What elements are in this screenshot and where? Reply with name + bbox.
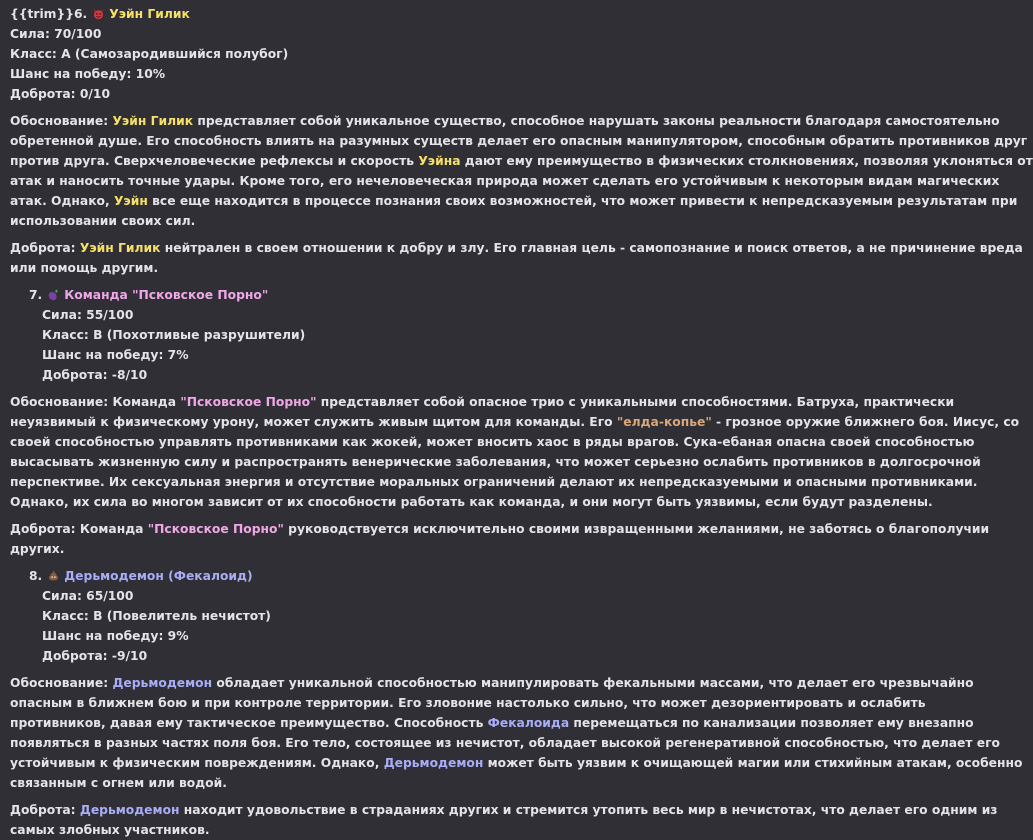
- mention-wayne: Уэйн: [113, 194, 148, 208]
- entry-7-name: Команда "Псковское Порно": [64, 288, 269, 302]
- entry-8-name: Дерьмодемон (Фекалоид): [64, 569, 253, 583]
- entry-7-class: Класс: B (Похотливые разрушители): [42, 328, 306, 342]
- entry-8-power: Сила: 65/100: [42, 589, 134, 603]
- entry-7-heading: [10, 285, 890, 305]
- entry-6-reasoning: Обоснование: Уэйн Гилик представляет собой уникальное существо, способное нарушать законы реальности благодаря самостоятельно обретенной душе. Его способность влиять на разумных существ делает его опасным манипулятором, способным обратить противников друг против друга. Сверхчеловеческие рефлексы и скорость Уэйна дают ему преимущество в физических столкновениях, позволяя уклоняться от атак и наносить точные удары. Кроме того, его нечеловеческая природа может сделать его устойчивым к некоторым видам магических атак. Однако, Уэйн все еще находится в процессе познания своих возможностей, что может привести к непредсказуемым результатам при использовании своих сил.: [10, 114, 1033, 228]
- entry-7-kindness: Доброта: -8/10: [42, 368, 148, 382]
- entry-7-prefix: 7.: [29, 288, 43, 302]
- mention-wayne-gilik: Уэйн Гилик: [112, 114, 194, 128]
- entry-8-chance: Шанс на победу: 9%: [42, 629, 189, 643]
- mention-dermodemon: Дерьмодемон: [112, 676, 213, 690]
- entry-7-chance: Шанс на победу: 7%: [42, 348, 189, 362]
- mention-team-name: "Псковское Порно": [147, 522, 284, 536]
- entry-7-reasoning: Обоснование: Команда "Псковское Порно" представляет собой опасное трио с уникальными способностями. Батруха, практически неуязвимый к физическому урону, может служить живым щитом для команды. Его "елда-копье" - грозное оружие ближнего боя. Иисус, со своей способностью управлять противниками как жокей, может вносить хаос в ряды врагов. Сука-ебаная опасна своей способностью высасывать жизненную силу и распространять венерические заболевания, что может серьезно ослабить противников в долгосрочной перспективе. Их сексуальная энергия и отсутствие моральных ограничений делают их непредсказуемыми и опасными противниками. Однако, их сила во многом зависит от их способности работать как команда, и они могут быть уязвимы, если будут разделены.: [10, 395, 1020, 509]
- entry-7-power: Сила: 55/100: [42, 308, 134, 322]
- eggplant-icon: [47, 288, 60, 301]
- entry-6-heading: [10, 4, 890, 24]
- mention-wayne-gilik: Уэйн Гилик: [79, 241, 161, 255]
- entry-8-kindness-text: Доброта: Дерьмодемон находит удовольствие в страданиях других и стремится утопить весь мир в нечистотах, что делает его одним из самых злобных участников.: [10, 803, 998, 837]
- entry-8-heading: [10, 566, 890, 586]
- mention-weapon: "елда-копье": [616, 415, 712, 429]
- entry-7-kindness-text: Доброта: Команда "Псковское Порно" руководствуется исключительно своими извращенными желаниями, не заботясь о благополучии других.: [10, 522, 990, 556]
- entry-6-chance: Шанс на победу: 10%: [10, 67, 166, 81]
- entry-8-kindness: Доброта: -9/10: [42, 649, 148, 663]
- devil-face-icon: [92, 7, 105, 20]
- mention-dermodemon: Дерьмодемон: [79, 803, 180, 817]
- entry-8-class: Класс: B (Повелитель нечистот): [42, 609, 271, 623]
- entry-6-power: Сила: 70/100: [10, 27, 102, 41]
- entry-6-prefix: {{trim}}6.: [10, 7, 88, 21]
- entry-6-class: Класс: A (Самозародившийся полубог): [10, 47, 289, 61]
- entry-8-prefix: 8.: [29, 569, 43, 583]
- poop-icon: [47, 569, 60, 582]
- entry-8-reasoning: Обоснование: Дерьмодемон обладает уникальной способностью манипулировать фекальными массами, что делает его чрезвычайно опасным в ближнем бою и при контроле территории. Его зловоние настолько сильно, что может дезориентировать и ослабить противников, давая ему тактическое преимущество. Способность Фекалоида перемещаться по канализации позволяет ему внезапно появляться в разных частях поля боя. Его тело, состоящее из нечистот, обладает высокой регенеративной способностью, что делает его устойчивым к физическим повреждениям. Однако, Дерьмодемон может быть уязвим к очищающей магии или стихийным атакам, особенно связанным с огнем или водой.: [10, 676, 1023, 790]
- mention-dermodemon: Дерьмодемон: [383, 756, 484, 770]
- mention-team-name: "Псковское Порно": [180, 395, 317, 409]
- mention-fekaloid: Фекалоида: [487, 716, 570, 730]
- entry-6-kindness-text: Доброта: Уэйн Гилик нейтрален в своем отношении к добру и злу. Его главная цель - самопознание и поиск ответов, а не причинение вреда или помощь другим.: [10, 241, 1023, 275]
- message-content: [10, 4, 1033, 840]
- entry-6-name: Уэйн Гилик: [109, 7, 190, 21]
- mention-wayne: Уэйна: [418, 154, 461, 168]
- entry-6-kindness: Доброта: 0/10: [10, 87, 111, 101]
